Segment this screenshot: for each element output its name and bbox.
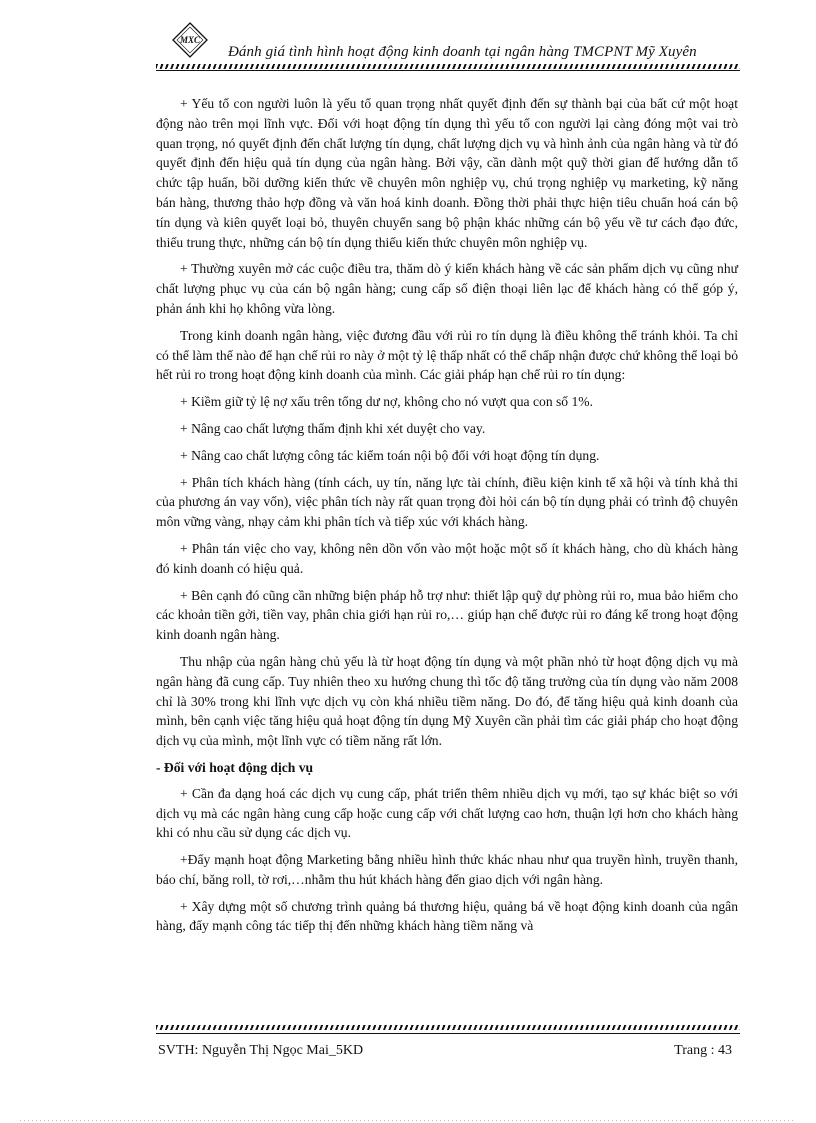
- paragraph: + Phân tán việc cho vay, không nên dồn vốn vào một hoặc một số ít khách hàng, cho dù khách hàng đó kinh doanh có hiệu quả.: [156, 540, 738, 576]
- paragraph: + Cần đa dạng hoá các dịch vụ cung cấp, phát triển thêm nhiều dịch vụ mới, tạo sự khác biệt so với dịch vụ mà các ngân hàng cung cấp hoặc cung cấp với chất lượng cao hơn, thuận lợi hơn cho khách hàng khi có nhu cầu sử dụng các dịch vụ.: [156, 785, 738, 841]
- paragraph: + Nâng cao chất lượng công tác kiểm toán nội bộ đối với hoạt động tín dụng.: [180, 447, 600, 463]
- paragraph: + Yếu tố con người luôn là yếu tố quan trọng nhất quyết định đến sự thành bại của bất cứ một hoạt động nào trên mọi lĩnh vực. Đối với hoạt động tín dụng thì yếu tố con người lại càng đóng một vai trò quan trọng, nó quyết định đến chất lượng tín dụng, chất lượng dịch vụ và hình ảnh của ngân hàng và từ đó quyết định đến hiệu quả tín dụng của ngân hàng. Bởi vậy, cần dành một quỹ thời gian để hướng dẫn tổ chức tập huấn, bồi dưỡng kiến thức về chuyên môn nghiệp vụ, chú trọng nghiệp vụ marketing, kỹ năng bán hàng, thương thảo hợp đồng và văn hoá kinh doanh. Đồng thời phải thực hiện tiêu chuẩn hoá cán bộ tín dụng và kiên quyết loại bỏ, thuyên chuyển sang bộ phận khác những cán bộ yếu về tư cách đạo đức, thiếu trung thực, những cán bộ tín dụng thiếu kiến thức chuyên môn nghiệp vụ.: [156, 96, 738, 250]
- section-heading: - Đối với hoạt động dịch vụ: [156, 759, 314, 775]
- footer-rule: [156, 1025, 740, 1030]
- paragraph: + Nâng cao chất lượng thẩm định khi xét duyệt cho vay.: [180, 420, 486, 436]
- paragraph: Thu nhập của ngân hàng chủ yếu là từ hoạt động tín dụng và một phần nhỏ từ hoạt động dịch vụ mà ngân hàng đã cung cấp. Tuy nhiên theo xu hướng chung thì tốc độ tăng trưởng của tín dụng vào năm 2008 chỉ là 30% trong khi lĩnh vực dịch vụ còn khá nhiều tiềm năng. Do đó, để tăng hiệu quả kinh doanh của mình, bên cạnh việc tăng hiệu quả hoạt động tín dụng Mỹ Xuyên cần phải tìm các giải pháp cho hoạt động dịch vụ của mình, một lĩnh vực có tiềm năng rất lớn.: [156, 653, 738, 749]
- paragraph: + Phân tích khách hàng (tính cách, uy tín, năng lực tài chính, điều kiện kinh tế xã hội và tính khả thi của phương án vay vốn), việc phân tích này rất quan trọng đòi hỏi cán bộ tín dụng phải có trình độ chuyên môn vững vàng, nhạy cảm khi phân tích và tiếp xúc với khách hàng.: [156, 474, 738, 530]
- header-rule-line: [156, 70, 740, 71]
- page-bottom-border: [20, 1120, 796, 1121]
- header-rule: [156, 64, 740, 69]
- page-footer: [156, 1043, 738, 1067]
- footer-rule-line: [156, 1033, 740, 1034]
- page-number: Trang : 43: [674, 1043, 732, 1058]
- page-header: [156, 18, 738, 68]
- paragraph: + Thường xuyên mở các cuộc điều tra, thăm dò ý kiến khách hàng về các sản phẩm dịch vụ cũng như chất lượng phục vụ của cán bộ ngân hàng; cung cấp số điện thoại liên lạc để khách hàng có thể góp ý, phản ánh khi họ không vừa lòng.: [156, 261, 738, 316]
- main-content: [156, 94, 738, 943]
- paragraph: Trong kinh doanh ngân hàng, việc đương đầu với rủi ro tín dụng là điều không thể tránh khỏi. Ta chỉ có thể làm thế nào để hạn chế rủi ro này ở một tỷ lệ thấp nhất có thể chấp nhận được chứ không thể loại bỏ hết rủi ro trong hoạt động kinh doanh của mình. Các giải pháp hạn chế rủi ro tín dụng:: [156, 327, 738, 383]
- paragraph: + Xây dựng một số chương trình quảng bá thương hiệu, quảng bá về hoạt động kinh doanh của ngân hàng, đẩy mạnh công tác tiếp thị đến những khách hàng tiềm năng và: [156, 898, 738, 934]
- paragraph: +Đẩy mạnh hoạt động Marketing bằng nhiều hình thức khác nhau như qua truyền hình, truyền thanh, báo chí, băng roll, tờ rơi,…nhằm thu hút khách hàng đến giao dịch với ngân hàng.: [156, 852, 738, 887]
- header-title: Đánh giá tình hình hoạt động kinh doanh tại ngân hàng TMCPNT Mỹ Xuyên: [228, 44, 697, 60]
- footer-author: SVTH: Nguyễn Thị Ngọc Mai_5KD: [158, 1043, 364, 1058]
- logo-text: MXC: [179, 35, 201, 45]
- paragraph: + Bên cạnh đó cũng cần những biện pháp hỗ trợ như: thiết lập quỹ dự phòng rủi ro, mua bảo hiểm cho các khoản tiền gởi, tiền vay, phân chia giới hạn rủi ro,… giúp hạn chế được rủi ro đáng kể trong hoạt động kinh doanh ngân hàng.: [156, 587, 738, 643]
- bank-logo: [172, 22, 208, 58]
- paragraph: + Kiềm giữ tỷ lệ nợ xấu trên tổng dư nợ, không cho nó vượt qua con số 1%.: [180, 394, 594, 410]
